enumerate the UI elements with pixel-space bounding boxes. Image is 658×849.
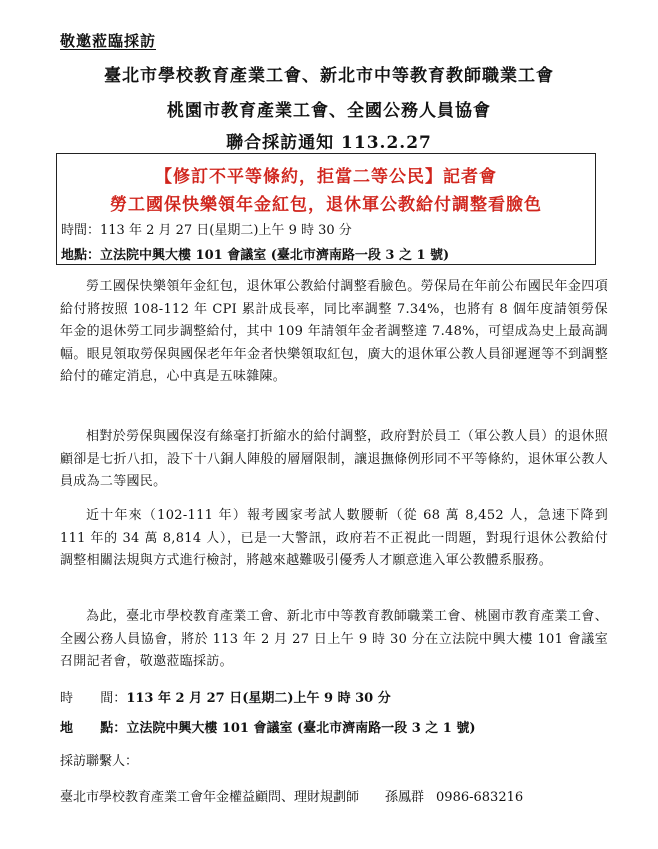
contact-person — [60, 786, 523, 805]
press-conference-subtitle: 勞工國保快樂領年金紅包，退休軍公教給付調整看臉色 — [110, 195, 542, 215]
time-value: 113 年 2 月 27 日(星期二)上午 9 時 30 分 — [126, 691, 391, 706]
place-value: 立法院中興大樓 101 會議室 (臺北市濟南路一段 3 之 1 號) — [126, 721, 476, 736]
body-paragraph-3: 近十年來（102-111 年）報考國家考試人數腰斬（從 68 萬 8,452 人，急速下降到 111 年的 34 萬 8,814 人），已是一大警訊，政府若不正視此一問題，對現行退休公教給付調整相關法規與方式進行檢討，將越來越難吸引優秀人才願意進入軍公教體系服務。 — [60, 508, 608, 568]
contact-phone: 0986-683216 — [436, 790, 524, 805]
time-label-a: 時 — [60, 691, 74, 706]
place-label-b: 點： — [100, 721, 127, 736]
body-paragraph-1: 勞工國保快樂領年金紅包，退休軍公教給付調整看臉色。勞保局在年前公布國民年金四項給付將按照 108-112 年 CPI 累計成長率，同比率調整 7.34%，也將有 8 個年度請領勞保年金的退休勞工同步調整給付，其中 109 年請領年金者調整達 7.48%，可望成為史上最高調幅。眼見領取勞保與國保老年年金者快樂領取紅包，廣大的退休軍公教人員卻遲遲等不到調整給付的確定消息，心中真是五味雜陳。 — [60, 279, 608, 384]
place-label-a: 地 — [60, 721, 74, 736]
notice-title: 聯合採訪通知 113.2.27 — [226, 133, 432, 153]
body-paragraph-2: 相對於勞保與國保沒有絲毫打折縮水的給付調整，政府對於員工（軍公教人員）的退休照顧卻是七折八扣，設下十八銅人陣般的層層限制，讓退撫條例形同不平等條約，退休軍公教人員成為二等國民。 — [60, 429, 608, 489]
header-unions-line1: 臺北市學校教育產業工會、新北市中等教育教師職業工會 — [104, 66, 554, 86]
contact-name: 孫鳳群 — [385, 790, 425, 805]
time-label-b: 間： — [100, 691, 127, 706]
box-place-line: 地點：立法院中興大樓 101 會議室 (臺北市濟南路一段 3 之 1 號) — [61, 248, 450, 263]
event-time — [60, 687, 391, 706]
press-conference-title: 【修訂不平等條約，拒當二等公民】記者會 — [155, 167, 497, 187]
header-unions-line2: 桃園市教育產業工會、全國公務人員協會 — [167, 101, 491, 121]
press-conference-box — [56, 153, 596, 265]
contact-title: 臺北市學校教育產業工會年金權益顧問、理財規劃師 — [60, 790, 360, 805]
body-paragraph-4: 為此，臺北市學校教育產業工會、新北市中等教育教師職業工會、桃園市教育產業工會、全國公務人員協會，將於 113 年 2 月 27 日上午 9 時 30 分在立法院中興大樓 101 會議室召開記者會，敬邀蒞臨採訪。 — [60, 609, 608, 669]
event-place — [60, 717, 476, 736]
contact-label: 採訪聯繫人： — [60, 754, 139, 769]
invite-label: 敬邀蒞臨採訪 — [60, 32, 157, 50]
box-time-line: 時間：113 年 2 月 27 日(星期二)上午 9 時 30 分 — [61, 223, 352, 238]
